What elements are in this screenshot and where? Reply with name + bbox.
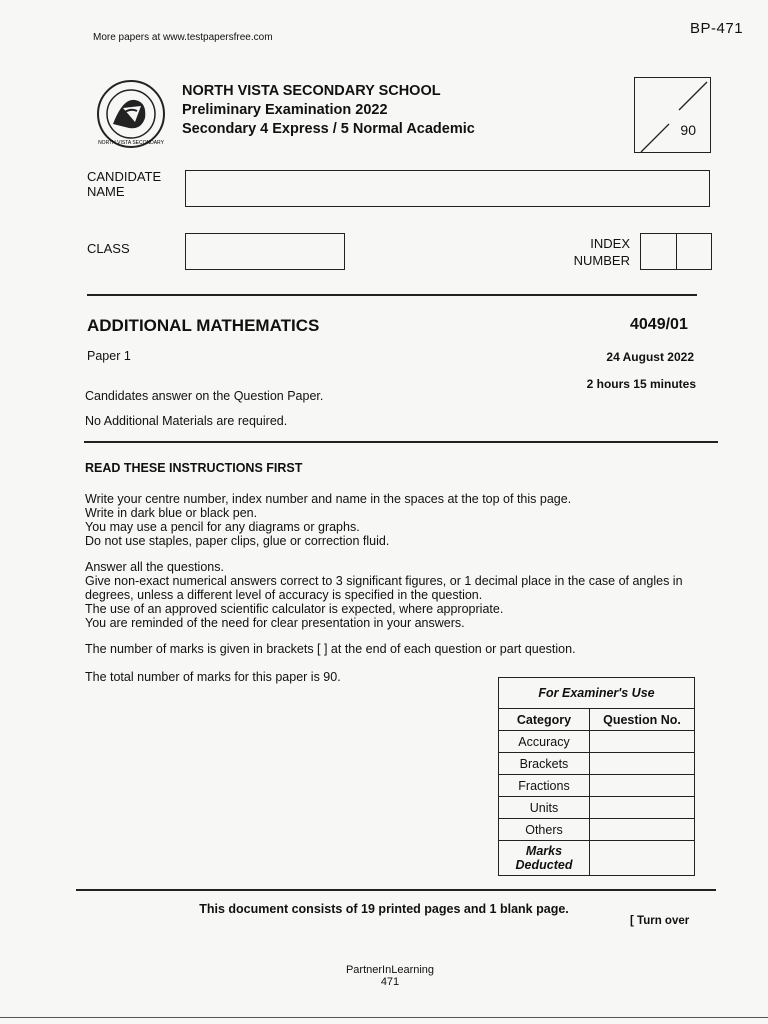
question-column-header: Question No. [590,709,695,731]
marks-deducted-label [499,841,590,876]
instructions-heading: READ THESE INSTRUCTIONS FIRST [85,461,303,475]
instruction-line: Write in dark blue or black pen. [85,506,258,520]
source-note: More papers at www.testpapersfree.com [93,32,273,43]
exam-date: 24 August 2022 [606,350,694,364]
exam-level: Secondary 4 Express / 5 Normal Academic [182,121,475,137]
table-row-label: Brackets [499,753,590,775]
index-number-field[interactable] [640,233,712,270]
document-code: BP-471 [690,20,744,37]
instruction-line: You are reminded of the need for clear presentation in your answers. [85,616,465,630]
number-label-line: NUMBER [573,253,630,268]
index-label-line: INDEX [590,236,630,251]
page-edge-line [0,1017,768,1018]
name-label-line: NAME [87,184,125,199]
instruction-line: Answer all the questions. [85,560,224,574]
turn-over-note: [ Turn over [630,915,690,927]
answer-instruction: Candidates answer on the Question Paper. [85,389,324,403]
marks-label-line: Marks [525,844,563,858]
marks-deducted-cell[interactable] [590,841,695,876]
total-marks-note: The total number of marks for this paper is 90. [85,670,341,684]
instruction-line: Do not use staples, paper clips, glue or correction fluid. [85,534,390,548]
question-cell[interactable] [590,753,695,775]
divider [87,294,697,296]
table-row-label: Others [499,819,590,841]
total-marks: 90 [680,122,696,138]
category-column-header: Category [499,709,590,731]
question-cell[interactable] [590,731,695,753]
index-digit-box[interactable] [677,234,712,269]
instruction-line: Write your centre number, index number and name in the spaces at the top of this page. [85,492,572,506]
index-digit-box[interactable] [641,234,677,269]
school-name: NORTH VISTA SECONDARY SCHOOL [182,83,441,99]
instruction-line: The use of an approved scientific calculator is expected, where appropriate. [85,602,504,616]
school-crest-logo [95,78,167,150]
class-label: CLASS [87,241,130,256]
question-cell[interactable] [590,819,695,841]
question-cell[interactable] [590,775,695,797]
divider [76,889,716,891]
publisher-name: PartnerInLearning [345,964,435,976]
question-cell[interactable] [590,797,695,819]
materials-note: No Additional Materials are required. [85,414,288,428]
school-header [182,82,475,139]
table-row-label: Fractions [499,775,590,797]
deducted-label-line: Deducted [515,858,573,872]
candidate-name-field[interactable] [185,170,710,207]
exam-title: Preliminary Examination 2022 [182,102,388,118]
exam-duration: 2 hours 15 minutes [586,377,696,391]
class-field[interactable] [185,233,345,270]
instruction-line: Give non-exact numerical answers correct to 3 significant figures, or 1 decimal place in the case of angles in [85,574,683,588]
examiner-use-table [498,677,695,876]
footer-number: 471 [380,976,400,988]
score-box [634,77,711,153]
marks-note: The number of marks is given in brackets [ ] at the end of each question or part question. [85,642,576,656]
svg-text:NORTH VISTA SECONDARY: NORTH VISTA SECONDARY [98,140,164,146]
instruction-line: You may use a pencil for any diagrams or graphs. [85,520,360,534]
table-row-label: Units [499,797,590,819]
examiner-table-title: For Examiner's Use [499,678,695,709]
candidate-name-label [87,169,161,199]
instructions-paragraph [85,492,715,548]
instruction-line: degrees, unless a different level of accuracy is specified in the question. [85,588,483,602]
subject-title: ADDITIONAL MATHEMATICS [87,316,320,335]
candidate-label-line: CANDIDATE [87,169,162,184]
instructions-paragraph [85,560,715,630]
table-row-label: Accuracy [499,731,590,753]
divider [84,441,718,443]
page-count-note: This document consists of 19 printed pages and 1 blank page. [199,902,569,916]
paper-number: Paper 1 [87,349,131,363]
index-number-label [560,235,630,269]
subject-code: 4049/01 [630,316,688,333]
